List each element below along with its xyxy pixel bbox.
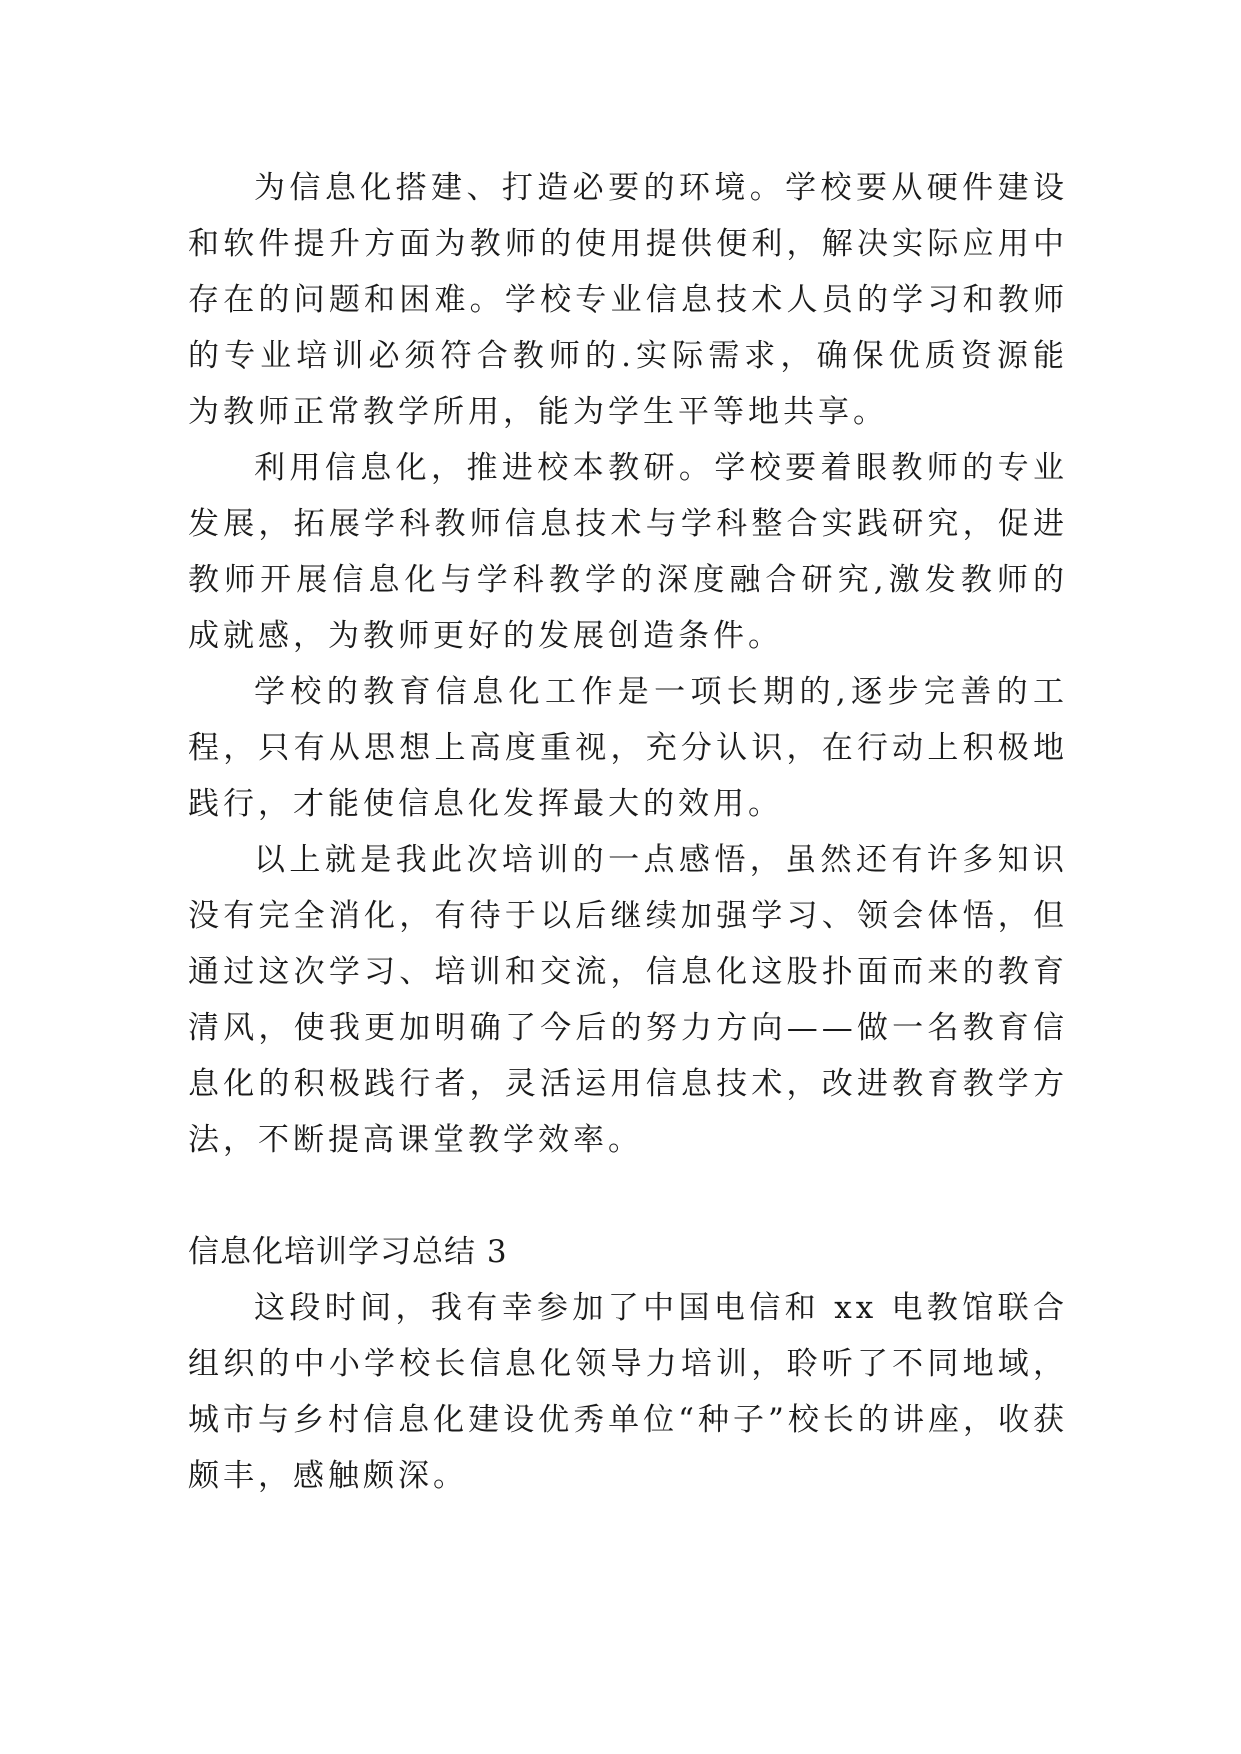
section-heading: 信息化培训学习总结 3: [188, 1234, 508, 1270]
paragraph-school-research: 利用信息化，推进校本教研。学校要着眼教师的专业发展，拓展学科教师信息技术与学科整合实践研究，促进教师开展信息化与学科教学的深度融合研究,激发教师的成就感，为教师更好的发展创造条件。: [188, 450, 1068, 654]
paragraph-environment: 为信息化搭建、打造必要的环境。学校要从硬件建设和软件提升方面为教师的使用提供便利，解决实际应用中存在的问题和困难。学校专业信息技术人员的学习和教师的专业培训必须符合教师的.实际需求，确保优质资源能为教师正常教学所用，能为学生平等地共享。: [188, 170, 1068, 430]
paragraph-reflection: 以上就是我此次培训的一点感悟，虽然还有许多知识没有完全消化，有待于以后继续加强学习、领会体悟，但通过这次学习、培训和交流，信息化这股扑面而来的教育清风，使我更加明确了今后的努力方向——做一名教育信息化的积极践行者，灵活运用信息技术，改进教育教学方法，不断提高课堂教学效率。: [188, 842, 1068, 1158]
paragraph-training-intro: 这段时间，我有幸参加了中国电信和 xx 电教馆联合组织的中小学校长信息化领导力培训，聆听了不同地域，城市与乡村信息化建设优秀单位“种子”校长的讲座，收获颇丰，感触颇深。: [188, 1290, 1068, 1494]
document-body: [188, 160, 1068, 1504]
paragraph-long-term-project: 学校的教育信息化工作是一项长期的,逐步完善的工程，只有从思想上高度重视，充分认识，在行动上积极地践行，才能使信息化发挥最大的效用。: [188, 674, 1068, 822]
